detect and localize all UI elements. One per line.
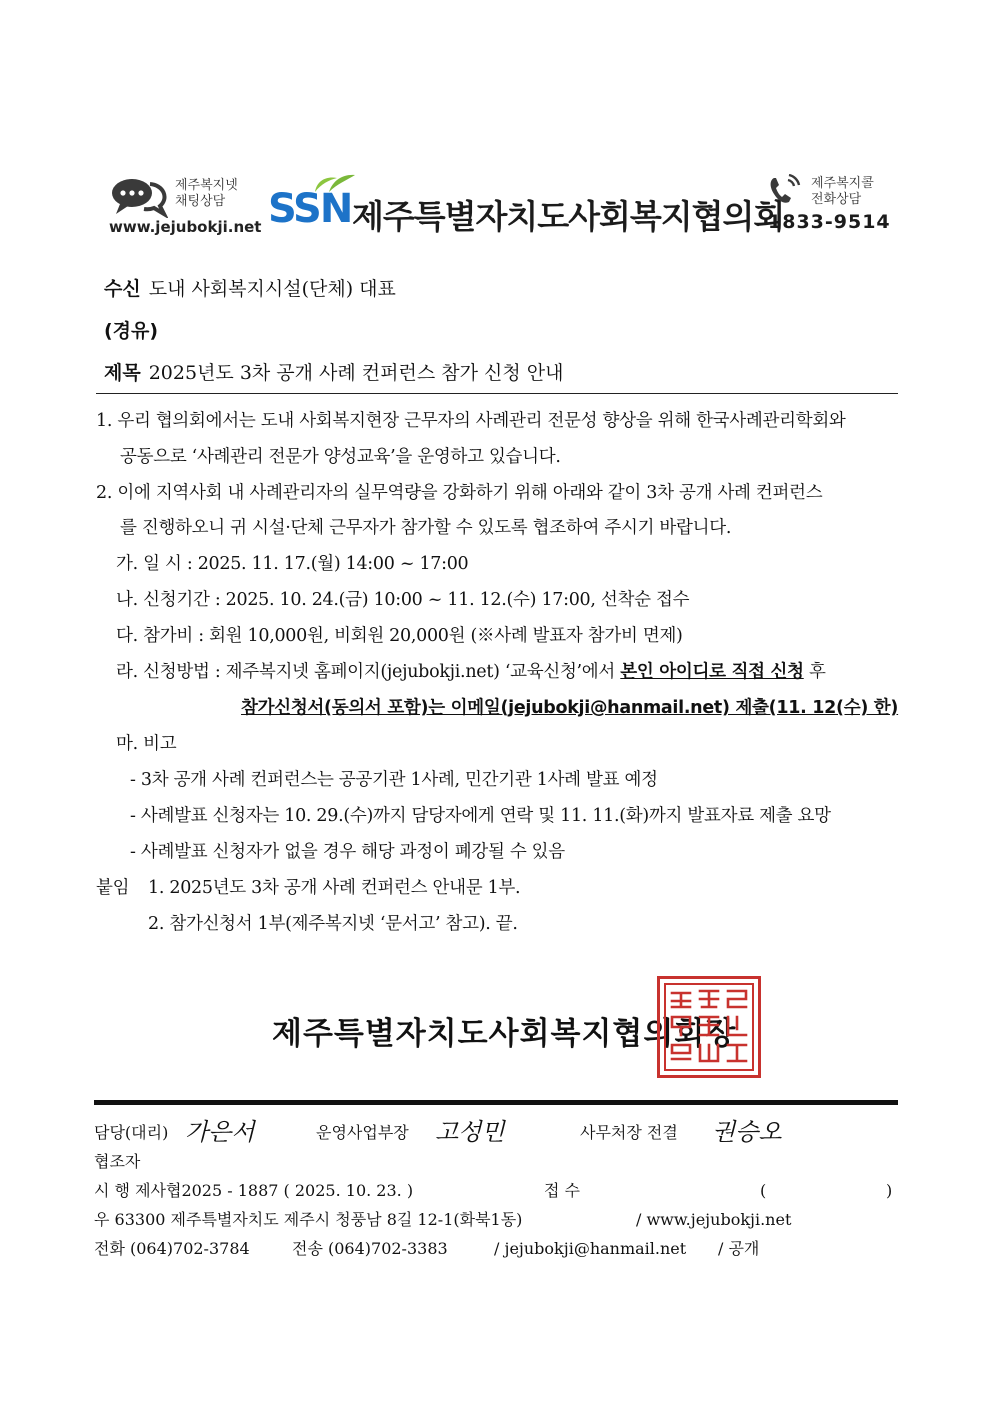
remark-1: - 3차 공개 사례 컨퍼런스는 공공기관 1사례, 민간기관 1사례 발표 예정 — [130, 770, 658, 790]
phone-icon — [766, 174, 802, 206]
item-method — [116, 660, 826, 684]
recipient-value: 도내 사회복지시설(단체) 대표 — [148, 278, 396, 300]
item-fee: 다. 참가비 : 회원 10,000원, 비회원 20,000원 (※사례 발표자 참가비 면제) — [116, 626, 683, 646]
item-method-prefix: 라. 신청방법 : 제주복지넷 홈페이지(jejubokji.net) ‘교육신청’에서 — [116, 662, 621, 682]
subject-line — [104, 361, 563, 385]
item-period: 나. 신청기간 : 2025. 10. 24.(금) 10:00 ~ 11. 12.(수) 17:00, 선착순 접수 — [116, 590, 690, 610]
via-label: (경유) — [104, 320, 159, 342]
receipt-paren-close: ) — [886, 1181, 893, 1200]
seal-glyphs-icon — [660, 979, 758, 1075]
ssn-logo: SSN — [268, 186, 352, 232]
attachment-2: 2. 참가신청서 1부(제주복지넷 ‘문서고’ 참고). 끝. — [148, 914, 518, 934]
phone-number: 1833-9514 — [768, 211, 891, 233]
item-remarks: 마. 비고 — [116, 734, 177, 754]
enforcement-number: 시 행 제사협2025 - 1887 ( 2025. 10. 23. ) — [94, 1181, 414, 1200]
recipient-line — [104, 277, 396, 301]
item-date: 가. 일 시 : 2025. 11. 17.(월) 14:00 ~ 17:00 — [116, 554, 469, 574]
dept-head-label: 운영사업부장 — [316, 1123, 409, 1142]
chat-bubble-icon — [110, 176, 168, 218]
attachment-label: 붙임 — [96, 878, 130, 898]
chat-line2: 채팅상담 — [175, 194, 226, 209]
subject-label: 제목 — [104, 362, 141, 384]
dept-head-signature: 고성민 — [435, 1118, 505, 1146]
fax-footer: 전송 (064)702-3383 — [292, 1239, 448, 1258]
item-method-line-2: 참가신청서(동의서 포함)는 이메일(jejubokji@hanmail.net) 제출(11. 12(수) 한) — [241, 698, 899, 718]
receipt-label: 접 수 — [544, 1181, 580, 1200]
chat-line1: 제주복지넷 — [175, 178, 238, 193]
subject-divider — [96, 393, 898, 394]
paragraph-2-line-1: 2. 이에 지역사회 내 사례관리자의 실무역량을 강화하기 위해 아래와 같이 3차 공개 사례 컨퍼런스 — [96, 483, 823, 503]
via-line — [104, 319, 166, 343]
recipient-label: 수신 — [104, 278, 141, 300]
attachment-1: 1. 2025년도 3차 공개 사례 컨퍼런스 안내문 1부. — [148, 878, 521, 898]
sender-name: 제주특별자치도사회복지협의회장 — [272, 1016, 737, 1052]
disclosure-status: / 공개 — [718, 1239, 760, 1258]
official-seal — [657, 976, 761, 1078]
paragraph-1-line-1: 1. 우리 협의회에서는 도내 사회복지현장 근무자의 사례관리 전문성 향상을 위해 한국사례관리학회와 — [96, 411, 846, 431]
item-method-emphasis: 본인 아이디로 직접 신청 — [620, 662, 804, 682]
staff-signature: 가은서 — [185, 1118, 255, 1146]
staff-label: 담당(대리) — [94, 1123, 169, 1142]
phone-line2: 전화상담 — [811, 192, 862, 207]
paragraph-1-line-2: 공동으로 ‘사례관리 전문가 양성교육’을 운영하고 있습니다. — [120, 447, 561, 467]
phone-line1: 제주복지콜 — [811, 176, 874, 191]
website-link[interactable]: www.jejubokji.net — [109, 218, 262, 236]
phone-footer: 전화 (064)702-3784 — [94, 1239, 250, 1258]
receipt-paren-open: ( — [760, 1181, 767, 1200]
website-footer-link[interactable]: / www.jejubokji.net — [636, 1210, 792, 1229]
cooperator-label: 협조자 — [94, 1152, 141, 1171]
phone-consult-label — [811, 176, 874, 208]
postal-address: 우 63300 제주특별자치도 제주시 청풍남 8길 12-1(화북1동) — [94, 1210, 523, 1229]
remark-3: - 사례발표 신청자가 없을 경우 해당 과정이 폐강될 수 있음 — [130, 842, 565, 862]
org-title: 제주특별자치도사회복지협의회 — [352, 197, 785, 236]
paragraph-2-line-2: 를 진행하오니 귀 시설·단체 근무자가 참가할 수 있도록 협조하여 주시기 바랍니다. — [120, 518, 732, 538]
chief-label: 사무처장 전결 — [580, 1123, 678, 1142]
item-method-suffix: 후 — [803, 662, 826, 682]
footer-divider — [94, 1100, 898, 1105]
subject-value: 2025년도 3차 공개 사례 컨퍼런스 참가 신청 안내 — [148, 362, 564, 384]
chat-consult-label — [175, 178, 238, 210]
remark-2: - 사례발표 신청자는 10. 29.(수)까지 담당자에게 연락 및 11. 11.(화)까지 발표자료 제출 요망 — [130, 806, 831, 826]
chief-signature: 권승오 — [712, 1118, 782, 1146]
email-footer-link[interactable]: / jejubokji@hanmail.net — [494, 1239, 687, 1258]
